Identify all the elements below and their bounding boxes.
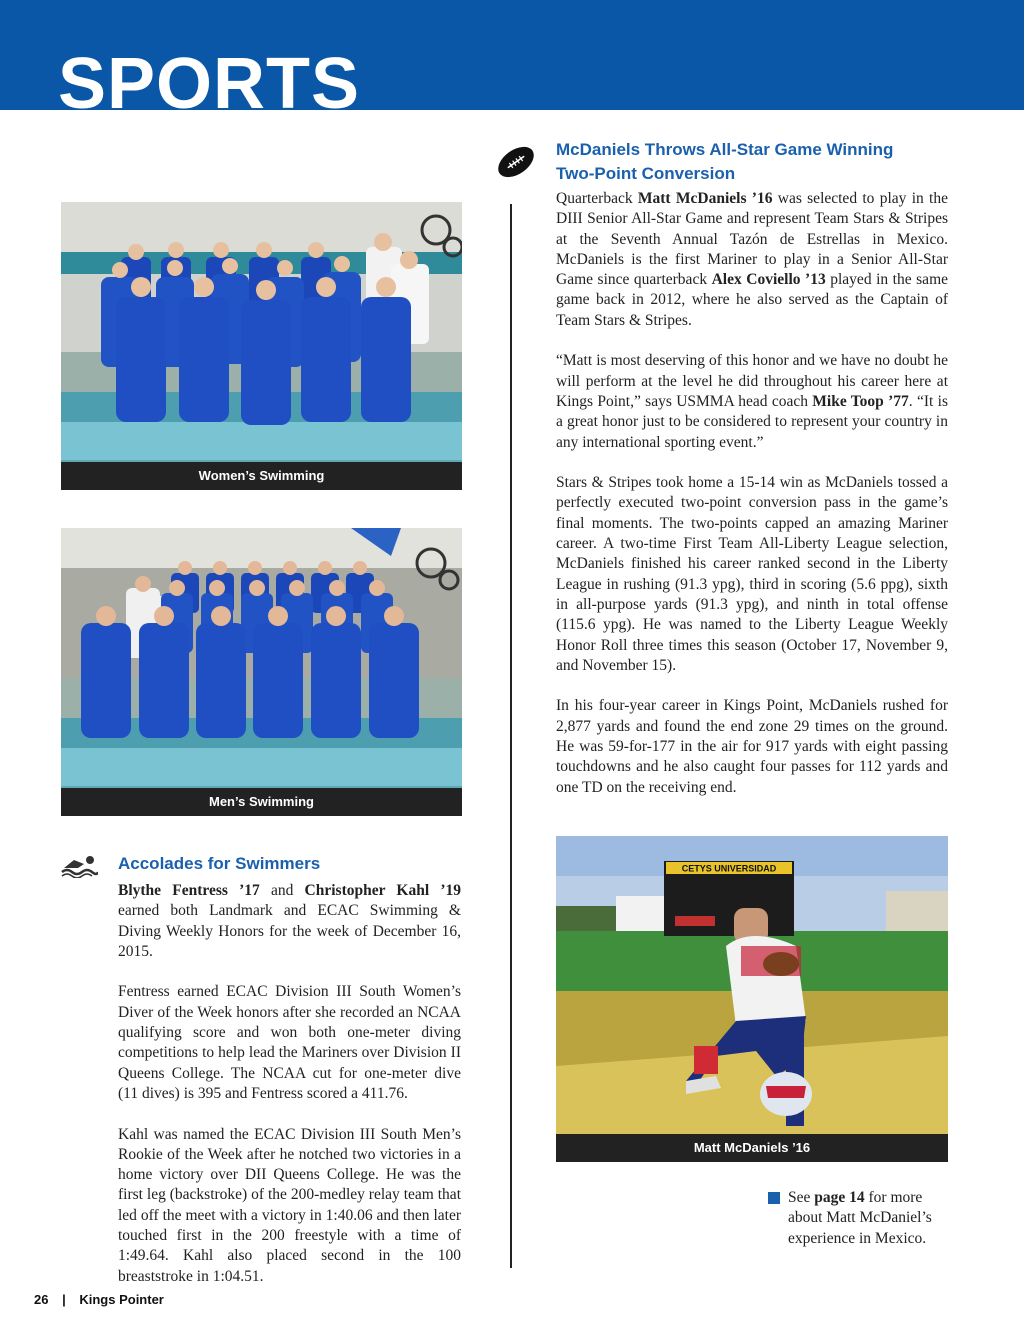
coach-name: Mike Toop ’77: [812, 392, 909, 410]
swim-paragraph-3: Kahl was named the ECAC Division III South Men’s Rookie of the Week after he notched two victories in a home victory over DII Queens College. He was the first leg (backstroke) of the 200-medley relay team that led off the meet with a victory in 1:40.06 and then later touched first in the 200 freestyle with a time of 1:49.64. Kahl also placed second in the 100 breaststroke in 1:04.51.: [118, 1125, 461, 1285]
text-span: See: [788, 1189, 815, 1206]
title-line: McDaniels Throws All-Star Game Winning: [556, 140, 894, 159]
mcdaniels-photo: [556, 836, 948, 1162]
swim-article-body: [118, 881, 461, 1307]
text-span: . “It is a great honor just to be considered to represent your country in any international sporting event.”: [556, 392, 949, 451]
athlete-name: Christopher Kahl ’19: [304, 882, 461, 899]
title-line: Two-Point Conversion: [556, 164, 736, 183]
photo-caption: Women’s Swimming: [61, 462, 462, 490]
athlete-name: Matt McDaniels ’16: [637, 190, 773, 207]
swim-paragraph-2: Fentress earned ECAC Division III South Women’s Diver of the Week honors after she recorded an NCAA qualifying score and won both one-meter diving competitions to help lead the Mariners over Division II Queens College. The NCAA cut for one-meter dive (11 dives) is 395 and Fentress scored a 411.76.: [118, 983, 461, 1102]
football-article-title: [556, 138, 948, 186]
see-page-note: [768, 1188, 948, 1249]
mcdaniels-image: [556, 836, 948, 1162]
womens-swimming-photo: [61, 202, 462, 490]
publication-name: Kings Pointer: [79, 1292, 164, 1307]
text-span: Quarterback: [556, 190, 638, 207]
swimmer-icon: [60, 854, 98, 878]
note-text: [788, 1188, 948, 1249]
page-reference-link[interactable]: page 14: [814, 1189, 865, 1206]
swim-paragraph-1: [118, 881, 461, 962]
page-number: 26: [34, 1292, 49, 1307]
section-title: SPORTS: [58, 48, 361, 110]
photo-caption: Men’s Swimming: [61, 788, 462, 816]
athlete-name: Blythe Fentress ’17: [118, 882, 260, 899]
section-banner: [0, 0, 1024, 110]
photo-caption: Matt McDaniels ’16: [556, 1134, 948, 1162]
football-paragraph-4: In his four-year career in Kings Point, McDaniels rushed for 2,877 yards and found the end zone 29 times on the ground. He was 59-for-177 in the air for 917 yards with eight passing touchdowns and he also caught four passes for 112 yards and one TD on the receiving end.: [556, 697, 948, 796]
mens-swimming-photo: [61, 528, 462, 816]
womens-team-image: [61, 202, 462, 490]
football-icon: [494, 142, 538, 182]
athlete-name: Alex Coviello ’13: [711, 271, 826, 289]
swim-article-title: Accolades for Swimmers: [118, 854, 321, 873]
football-paragraph-3: Stars & Stripes took home a 15-14 win as McDaniels tossed a perfectly executed two-point conversion pass in the game’s final moments. The two-points capped an amazing Mariner career. A two-time First Team All-Liberty League selection, McDaniels finished his career ranked second in the Liberty League in rushing (91.3 ypg), third in scoring (5.6 ppg), sixth in all-purpose yards (91.3 ypg), and ninth in total offense (115.6 ypg). He was named to the Liberty League Weekly Honor Roll three times this season (October 17, November 9, and November 15).: [556, 474, 948, 674]
text-span: earned both Landmark and ECAC Swimming & Diving Weekly Honors for the week of December 16, 2015.: [118, 902, 461, 960]
page-footer: [34, 1292, 164, 1307]
text-span: and: [259, 882, 305, 899]
column-divider: [510, 204, 512, 1268]
scoreboard-text: CETYS UNIVERSIDAD: [681, 863, 777, 874]
note-marker-icon: [768, 1192, 780, 1204]
football-paragraph-2: [556, 351, 948, 452]
mens-team-image: [61, 528, 462, 816]
football-paragraph-1: [556, 189, 948, 331]
text-span: was selected to play in the DIII Senior All-Star Game and represent Team Stars & Stripes at the Seventh Annual Tazón de Estrellas in Mexico. McDaniels is the first Mariner to play in a Senior All-Star Game since quarterback: [556, 190, 948, 289]
football-article-body: [556, 189, 948, 818]
text-span: played in the same game back in 2012, where he also served as the Captain of Team Stars & Stripes.: [556, 271, 948, 329]
footer-separator: |: [62, 1292, 66, 1307]
text-span: “Matt is most deserving of this honor and we have no doubt he will perform at the level he did throughout his career here at Kings Point,” says USMMA head coach: [556, 352, 948, 410]
text-span: for more about Matt McDaniel’s experience in Mexico.: [788, 1189, 932, 1247]
